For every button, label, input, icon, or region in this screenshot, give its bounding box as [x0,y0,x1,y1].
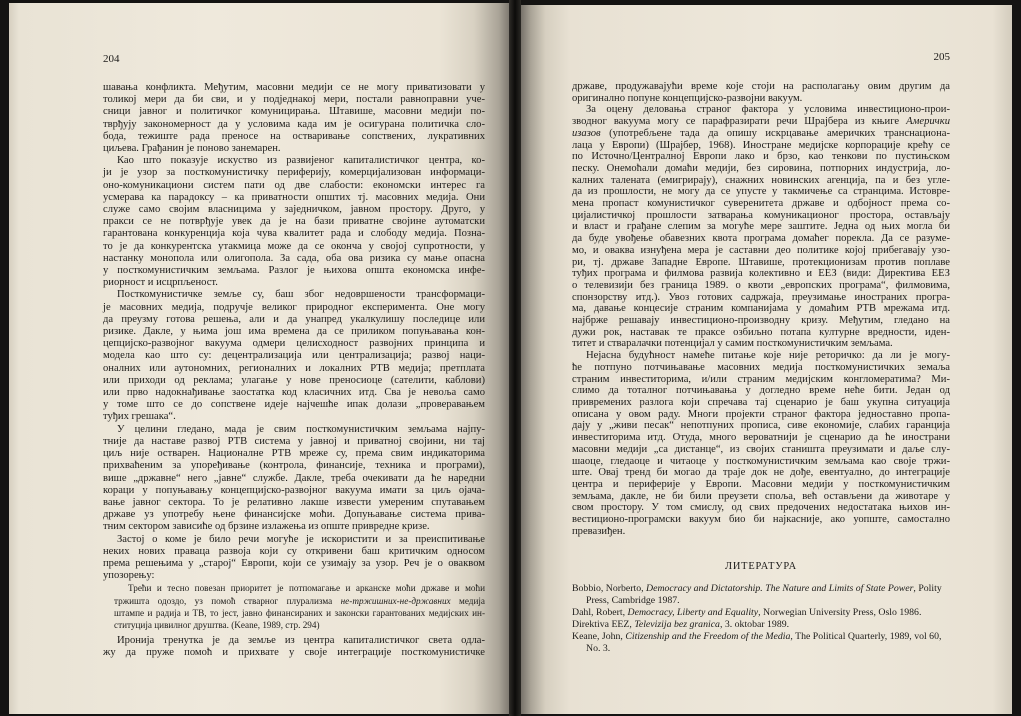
text-segment: тржишта одоздо, уз помоћ стварног плурализма [114,595,341,606]
text-line: у томе што се до сопствене идеје најчешће ипак долази „проверавањем [103,399,485,411]
reference-details: , 3. oktobar 1989. [719,619,790,631]
text-line: За оцену деловања страног фактора у условима инвестиционо-прои- [586,104,950,116]
text-line: тним сектором зависиће од брзине излажења из опште привредне кризе. [103,521,430,533]
text-line: настанку монопола или олигопола. За сада, оба ова ризика су мање опасна [103,252,485,264]
text-line: центра и периферије у Европи. Масовни медији у посткомунистичким [572,478,950,490]
paragraph [103,534,485,583]
text-line: гарантована конкуренција која чува квалитет рада и слободу медија. Позна- [103,228,485,240]
text-line: песку. Онемоћали домаћи медији, без сировина, потпорних индустрија, ло- [572,162,950,174]
text-line: или приходи од реклама; улагање у нове преносиоце (сателити, каблови) [103,374,485,386]
text-line: прихваћеним за упоређивање (контрола, финансије, техника и програми), [103,460,485,472]
text-line: више „државне“ него „јавне“ службе. Дакле, треба очекивати да ће наредни [103,472,485,484]
block-quote [103,582,485,631]
text-line: кораци у попуњавању концепцијско-развојног вакуума имати за циљ ојача- [103,484,485,496]
text-line: сници јавног и политичког комуницирања. Штавише, масовни медији по- [103,106,485,118]
text-segment: (употребљене тада да опишу искрцавање америчких транснациона- [600,127,950,139]
quote-line: штампе и радија и ТВ, то јест, јавно финансираних и законски гарантованих медијских ин- [114,607,485,618]
text-line: циљева. Грађанин је поново занемарен. [103,143,281,155]
reference-details: , Norwegian University Press, Oslo 1986. [758,607,922,619]
text-line: описана у овом раду. Многи пројекти страног фактора једноставно пропа- [572,408,950,420]
text-line: тврђују закономерност да у условима када им је осигурана политичка сло- [103,118,485,130]
paragraph [103,82,485,155]
text-line: оригинално попуне концепцијско-развојни вакуум. [572,92,803,104]
body-text [103,82,485,660]
text-line: ри, тј. државе Западне Европе. Штавише, протекционизам против поплаве [572,256,950,268]
quote-line: Трећи и тесно повезан приоритет је потпомагање и арканске моћи државе и моћи [128,583,485,594]
text-line: државе уз употребу њене финансијске моћи. Допуњавање система прива- [103,509,485,521]
text-line: оно-комуникациони систем пати од две слабости: економски интерес га [103,179,485,191]
text-line: лаца у Европи) (Шрајбер, 1968). Иностране медијске корпорације крећу се [572,139,950,151]
reference-entry [572,607,950,619]
text-line: државе, продужавајући време које стоји на располагању овим другим да [572,81,950,92]
text-line: да преузму готова решења, али и да унапред укалкулишу последице или [103,313,485,325]
text-line: свом простору. У том смислу, од свих предочених недостатака њихов ин- [572,502,950,514]
text-line: тније да наставе развој РТВ система у јавној и приватној својини, ни тај [103,435,485,447]
text-line: толикој мери да би сви, и у подједнакој мери, постали равноправни уче- [103,94,485,106]
text-line: да буде увођење обавезних квота програма домаћег порекла. Да се разуме- [572,233,950,245]
text-line: дају у „живи песак“ непотпуних прописа, сиве економије, слабих гаранција [572,420,950,432]
text-line: ји је узор за посткомунистичку периферију, комерцијализован информаци- [103,167,485,179]
text-line: туђих грешака“. [103,411,176,423]
text-line: да из прошлости, не могу да се упусте у такмичење са странцима. Истовре- [572,186,950,198]
text-line [572,116,950,128]
text-line: о телевизији без граница 1989. о квоти „европских програма“, филмовима, [572,279,950,291]
text-line: ће потпуно потчињавање масовних медија посткомунистичких земаља [572,361,950,373]
text-line: Застој о коме је било речи могуће је искористити и за преиспитивање [117,533,485,545]
paragraph [103,289,485,423]
right-page [521,5,1012,714]
text-line: служе само својим власницима у заједничком, јавном простору. Друго, у [103,204,485,216]
text-line: туђих програма и филмова развија колективно и ЕЕЗ (види: Директива ЕЕЗ [572,268,950,280]
text-line: мена пропаст комунистичког суверенитета државе и одбојност према со- [572,198,950,210]
reference-entry [572,619,950,631]
left-page [9,3,509,714]
reference-title: Citizenship and the Freedom of the Media [625,631,791,643]
text-segment: зводног вакуума могу се парафразирати речи Шрајбера из књиге [572,116,907,128]
paragraph [103,155,485,289]
text-line: или прво надокнађивање заостатка код класичних итд. Сва је невоља само [103,387,485,399]
text-line: цијалистичкој прошлости затварања комуникационог простора, остављају [572,209,950,221]
text-line [572,128,950,140]
paragraph [572,104,950,350]
text-line: страним инвеститорима, и/или страним медијским конгломератима? Ми- [572,373,950,385]
text-line: најбрже решавају инвестиционо-производну кризу. Међутим, гледано на [572,315,950,327]
reference-author: Dahl, Robert, [572,607,628,619]
reference-title: Democracy and Dictatorship. The Nature and Limits of State Power [646,583,914,595]
reference-entry [572,631,950,655]
text-line: ште. Овај тренд би могао да траје док не дође, евентуално, до интеграције [572,467,950,479]
text-line: жу да пруже помоћ и прихвате у своје интеграције посткомунистичке [103,647,485,659]
text-line: Нејасна будућност намеће питање које није реторичко: да ли је могу- [586,350,950,362]
reference-author: Bobbio, Norberto, [572,583,647,595]
references-heading: ЛИТЕРАТУРА [725,561,797,573]
text-line: у посткомунистичким земљама. Разлог је њихова општа економска инфе- [103,265,485,277]
references-list [572,583,950,655]
text-line: превазиђен. [572,525,626,537]
text-line: титет и стваралачки потенцијал у самим посткомунистичким земљама. [572,338,893,350]
reference-details: , The Political Quarterly, 1989, vol 60, No. 3. [586,631,942,655]
text-line: усмерава ка парадоксу – ка приватности општих тј. масовних медија. Они [103,191,485,203]
text-line: бода, тежиште рада преносе на остваривање сопствених, лукративних [103,130,485,142]
quote-line: ституција цивилног друштва. (Keane, 1989, стр. 294) [114,619,320,630]
text-line: слимо да тоталног потчињавања у догледно време неће бити. Један од [572,385,950,397]
reference-author: Direktiva EEZ, [572,619,635,631]
text-line: према решењима у „старој“ Европи, који се узимају за узор. Реч је о оваквом [103,557,485,569]
paragraph [103,635,485,659]
quote-line [114,595,485,607]
text-line: Као што показује искуство из развијеног капиталистичког центра, ко- [117,155,485,167]
text-line: шаоце, гледаоце и читаоце у посткомунистичким земљама као своје тржи- [572,455,950,467]
reference-title: Democracy, Liberty and Equality [627,607,759,619]
text-line: шавања конфликта. Међутим, масовни медији се не могу приватизовати у [103,82,485,93]
text-line: мо, и оваква изнуђена мера је саставни део политике којој прибегавају узо- [572,244,950,256]
paragraph [103,424,485,534]
reference-author: Keane, John, [572,631,626,643]
page-number: 205 [933,51,950,63]
text-line: масовни медији „са дистанце“, из својих станишта преузимати и даље слу- [572,443,950,455]
text-line: упозорењу: [103,570,155,582]
paragraph [572,350,950,537]
text-segment: медија [450,595,486,606]
text-line: то је да конкурентска утакмица може да се оконча у својој супротности, у [103,240,485,252]
text-line: ризике. Дакле, у њима још има времена да се приликом попуњавања кон- [103,326,485,338]
text-line: по Источно/Централној Европи лако и брзо, као тенкови по пустињском [572,151,950,163]
text-line: земљама, дакле, не би били преузети споља, већ остављени да животаре у [572,490,950,502]
text-line: вестиционо-програмски вакуум био би најкасније, ако уопште, самостално [572,514,950,526]
text-line: вање јавног сектора. То је релативно лакше извести умереним спутавањем [103,496,485,508]
italic-text: Амерички [906,116,950,128]
text-line: оналних или аутономних, регионалних и локалних РТВ медија; претплата [103,362,485,374]
text-line: риорност и исцрпљеност. [103,277,218,289]
body-text [572,81,950,655]
text-line: је масовних медија, подручје великог природног експеримента. Оне могу [103,301,485,313]
text-line: калних талената (емигрирају), снажних новинских агенција, па и без угле- [572,174,950,186]
text-line: Посткомунистичке земље су, баш због недовршености трансформаци- [117,289,485,301]
italic-text: не-тржишних-не-државних [340,595,451,606]
text-line: цепцијско-развојног вакуума одмери целисходност развојних принципа и [103,338,485,350]
reference-details: , Polity Press, Cambridge 1987. [586,583,942,607]
reference-entry [572,583,950,607]
text-line: инвеститорима итд. Отуда, много вероватнији је сценарио да ће инострани [572,432,950,444]
text-line: и власт и грађане слепим за могуће мере заштите. Једна од њих могла би [572,221,950,233]
book-spine [509,0,521,716]
text-line: модела као што су: децентрализација или централизација; развој наци- [103,350,485,362]
page-number: 204 [103,53,120,65]
text-line: ма, давање концесије страним компанијама у домаћим РТВ мрежама итд. [572,303,950,315]
reference-title: Televizija bez granica [634,619,720,631]
text-line: неких нових праваца развоја који су откривени баш критичким односом [103,545,485,557]
paragraph [572,81,950,104]
text-line: циљ није остварен. Националне РТВ мреже су, према свим индикаторима [103,448,485,460]
text-line: дужи рок, наставак те праксе озбиљно потапа културне вредности, иден- [572,326,950,338]
italic-text: изазов [572,127,601,139]
text-line: Иронија тренутка је да земље из центра капиталистичког света одла- [117,635,485,647]
text-line: пракси се не потврђује увек да је на бази приватне својине аутоматски [103,216,485,228]
text-line: У целини гледано, мада је свим посткомунистичким земљама најпу- [117,423,485,435]
text-line: привремених разлога који спречава тај сценарио је баш укупна ситуација [572,396,950,408]
text-line: спонзорству итд.). Увоз готових садржаја, преузимање иностраних програ- [572,291,950,303]
